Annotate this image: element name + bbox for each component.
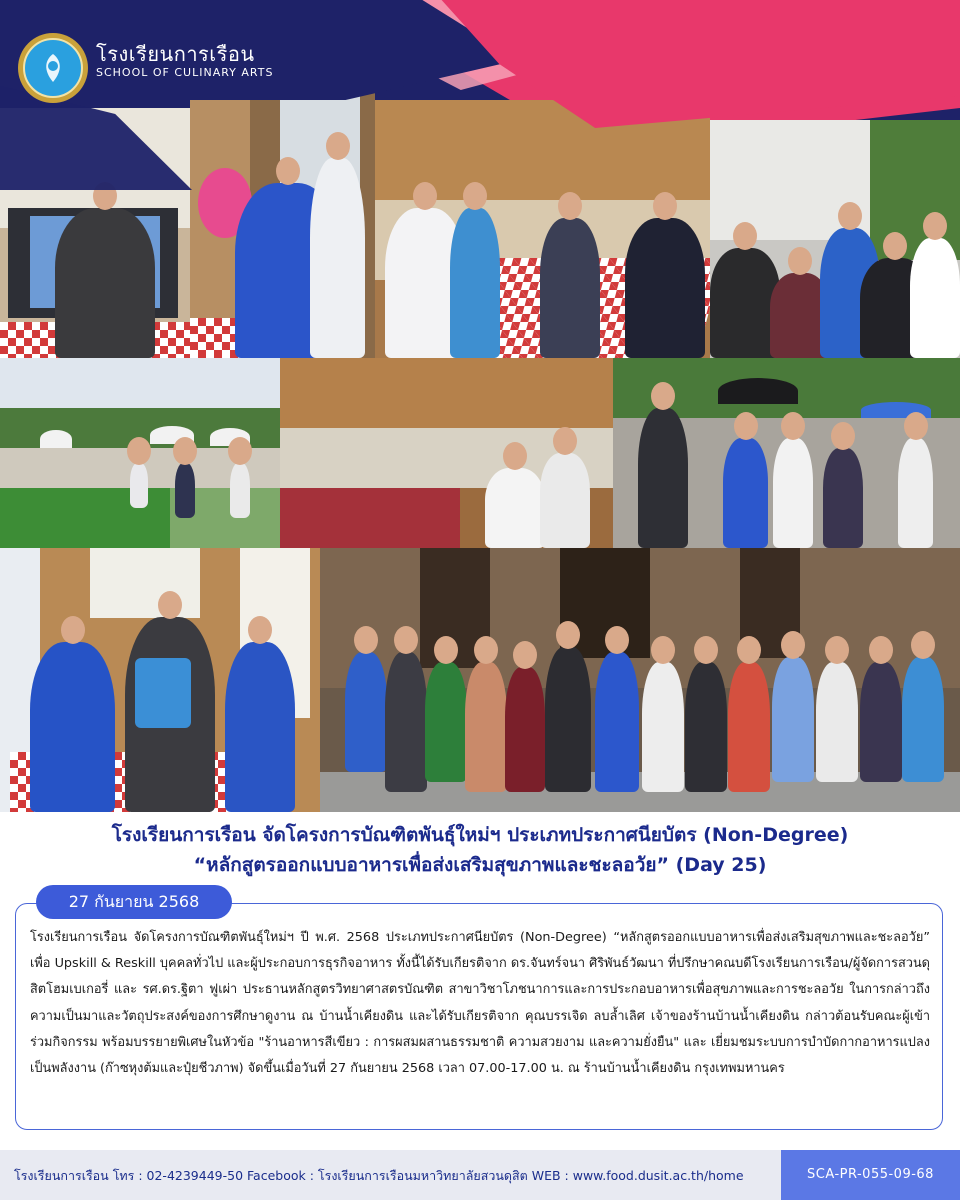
photo-garden	[0, 358, 280, 548]
photo-restaurant-hall	[280, 358, 613, 548]
page-title	[0, 820, 960, 880]
date-badge: 27 กันยายน 2568	[36, 885, 232, 919]
photo-souvenir-handover	[0, 548, 320, 812]
university-seal-icon	[18, 33, 88, 103]
photo-speaker-woman	[190, 88, 375, 358]
photo-group-courtyard	[710, 120, 960, 358]
photo-outdoor-umbrellas	[613, 358, 960, 548]
body-paragraph: โรงเรียนการเรือน จัดโครงการบัณฑิตพันธุ์ใหม่ฯ ปี พ.ศ. 2568 ประเภทประกาศนียบัตร (Non-Degree) “หลักสูตรออกแบบอาหารเพื่อส่งเสริมสุขภาพและชะลอวัย” เพื่อ Upskill & Reskill บุคคลทั่วไป และผู้ประกอบการธุรกิจอาหาร ทั้งนี้ได้รับเกียรติจาก ดร.จันทร์จนา ศิริพันธ์วัฒนา ที่ปรึกษาคณบดีโรงเรียนการเรือน/ผู้จัดการสวนดุสิตโฮมเบเกอรี่ และ รศ.ดร.ฐิตา ฟูเผ่า ประธานหลักสูตรวิทยาศาสตรบัณฑิต สาขาวิชาโภชนาการและการประกอบอาหารเพื่อสุขภาพและการชะลอวัย ในการกล่าวถึงความเป็นมาและวัตถุประสงค์ของการศึกษาดูงาน ณ บ้านน้ำเคียงดิน และได้รับเกียรติจาก คุณบรรเจิด ลบล้ำเลิศ เจ้าของร้านบ้านน้ำเคียงดิน กล่าวต้อนรับคณะผู้เข้าร่วมกิจกรรม พร้อมบรรยายพิเศษในหัวข้อ "ร้านอาหารสีเขียว : การผสมผสานธรรมชาติ ความสวยงาม และความยั่งยืน" และ เยี่ยมชมระบบการบำบัดกากอาหารแปลงเป็นพลังงาน (ก๊าซหุงต้มและปุ๋ยชีวภาพ) จัดขึ้นเมื่อวันที่ 27 กันยายน 2568 เวลา 07.00-17.00 น. ณ ร้านบ้านน้ำเคียงดิน กรุงเทพมหานคร	[30, 930, 930, 1077]
title-line-2: “หลักสูตรออกแบบอาหารเพื่อส่งเสริมสุขภาพและชะลอวัย” (Day 25)	[193, 854, 767, 876]
footer-contact: โรงเรียนการเรือน โทร : 02-4239449-50 Facebook : โรงเรียนการเรือนมหาวิทยาลัยสวนดุสิต WEB : www.food.dusit.ac.th/home	[14, 1168, 744, 1183]
photo-meeting-table	[375, 100, 710, 358]
school-name-english: SCHOOL OF CULINARY ARTS	[96, 66, 274, 79]
title-line-1: โรงเรียนการเรือน จัดโครงการบัณฑิตพันธุ์ใหม่ฯ ประเภทประกาศนียบัตร (Non-Degree)	[111, 824, 849, 846]
school-name-thai: โรงเรียนการเรือน	[96, 42, 255, 66]
document-code-badge: SCA-PR-055-09-68	[781, 1150, 960, 1200]
photo-group-portrait	[320, 548, 960, 812]
